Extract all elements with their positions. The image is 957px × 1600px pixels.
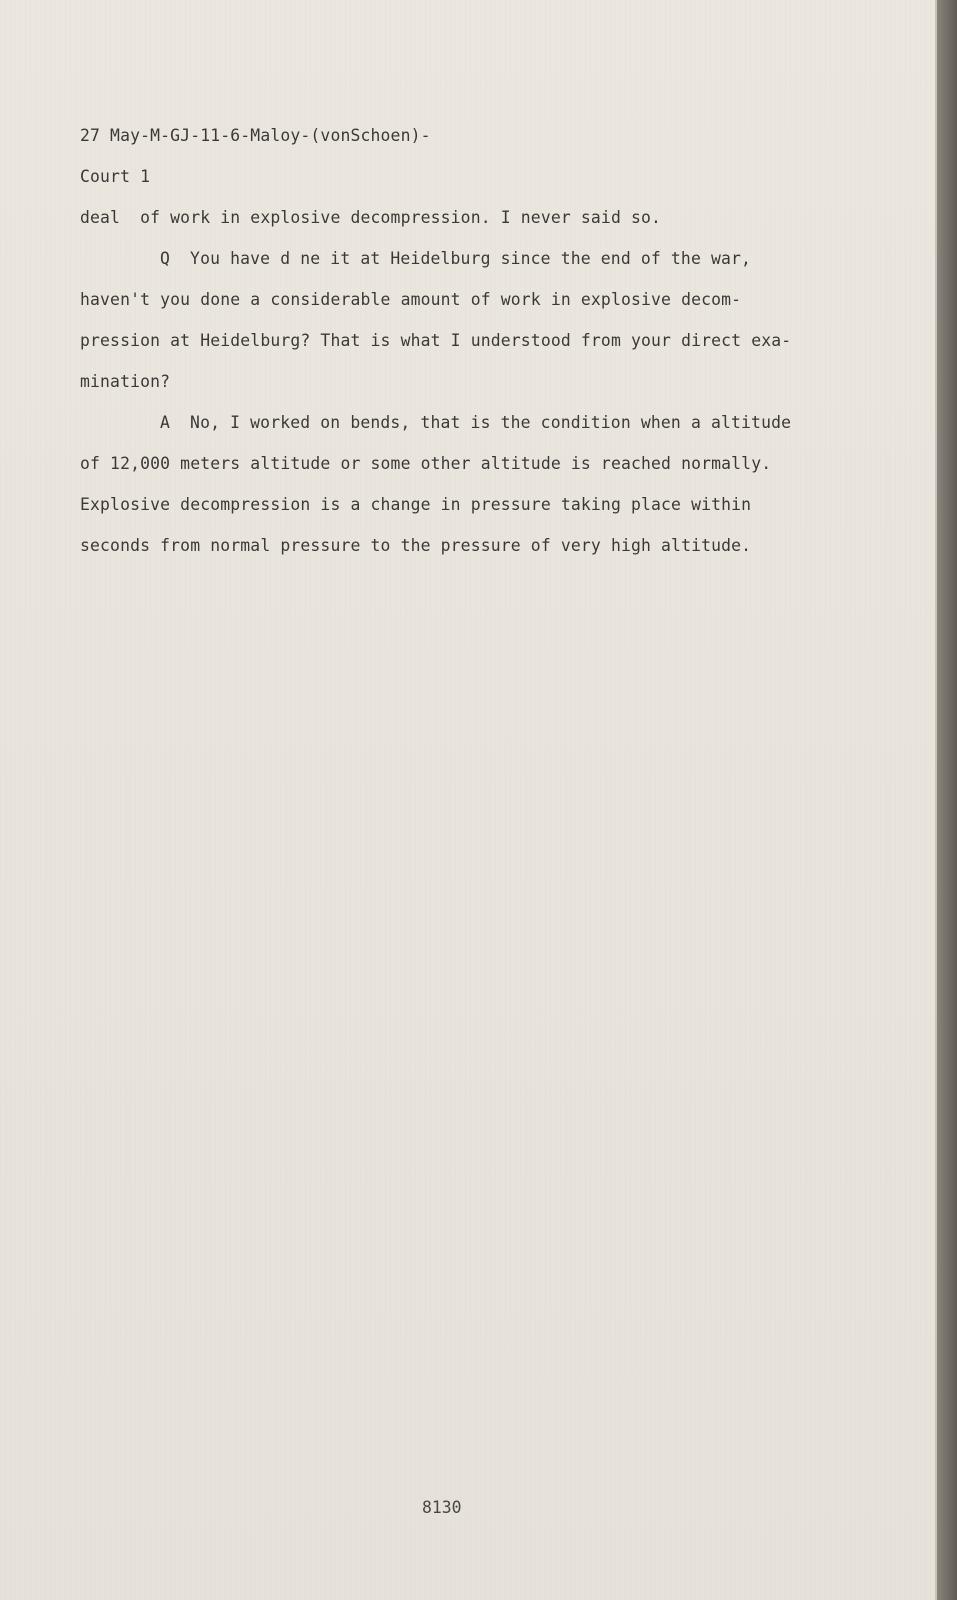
transcript-question: Q You have d ne it at Heidelburg since the end of the war, — [160, 249, 752, 268]
transcript-line: Explosive decompression is a change in pressure taking place within — [80, 495, 752, 514]
transcript-line: haven't you done a considerable amount of work in explosive decom- — [80, 290, 742, 309]
page-edge-shadow — [937, 0, 957, 1600]
court-line: Court 1 — [80, 167, 151, 186]
transcript-line: seconds from normal pressure to the pressure of very high altitude. — [80, 536, 752, 555]
transcript-line: of 12,000 meters altitude or some other altitude is reached normally. — [80, 454, 772, 473]
page-number: 8130 — [422, 1498, 462, 1517]
session-header-line: 27 May-M-GJ-11-6-Maloy-(vonSchoen)- — [80, 126, 431, 145]
transcript-answer: A No, I worked on bends, that is the condition when a altitude — [160, 413, 792, 432]
transcript-line: pression at Heidelburg? That is what I understood from your direct exa- — [80, 331, 792, 350]
transcript-line: mination? — [80, 372, 171, 391]
transcript-line: deal of work in explosive decompression. I never said so. — [80, 208, 662, 227]
